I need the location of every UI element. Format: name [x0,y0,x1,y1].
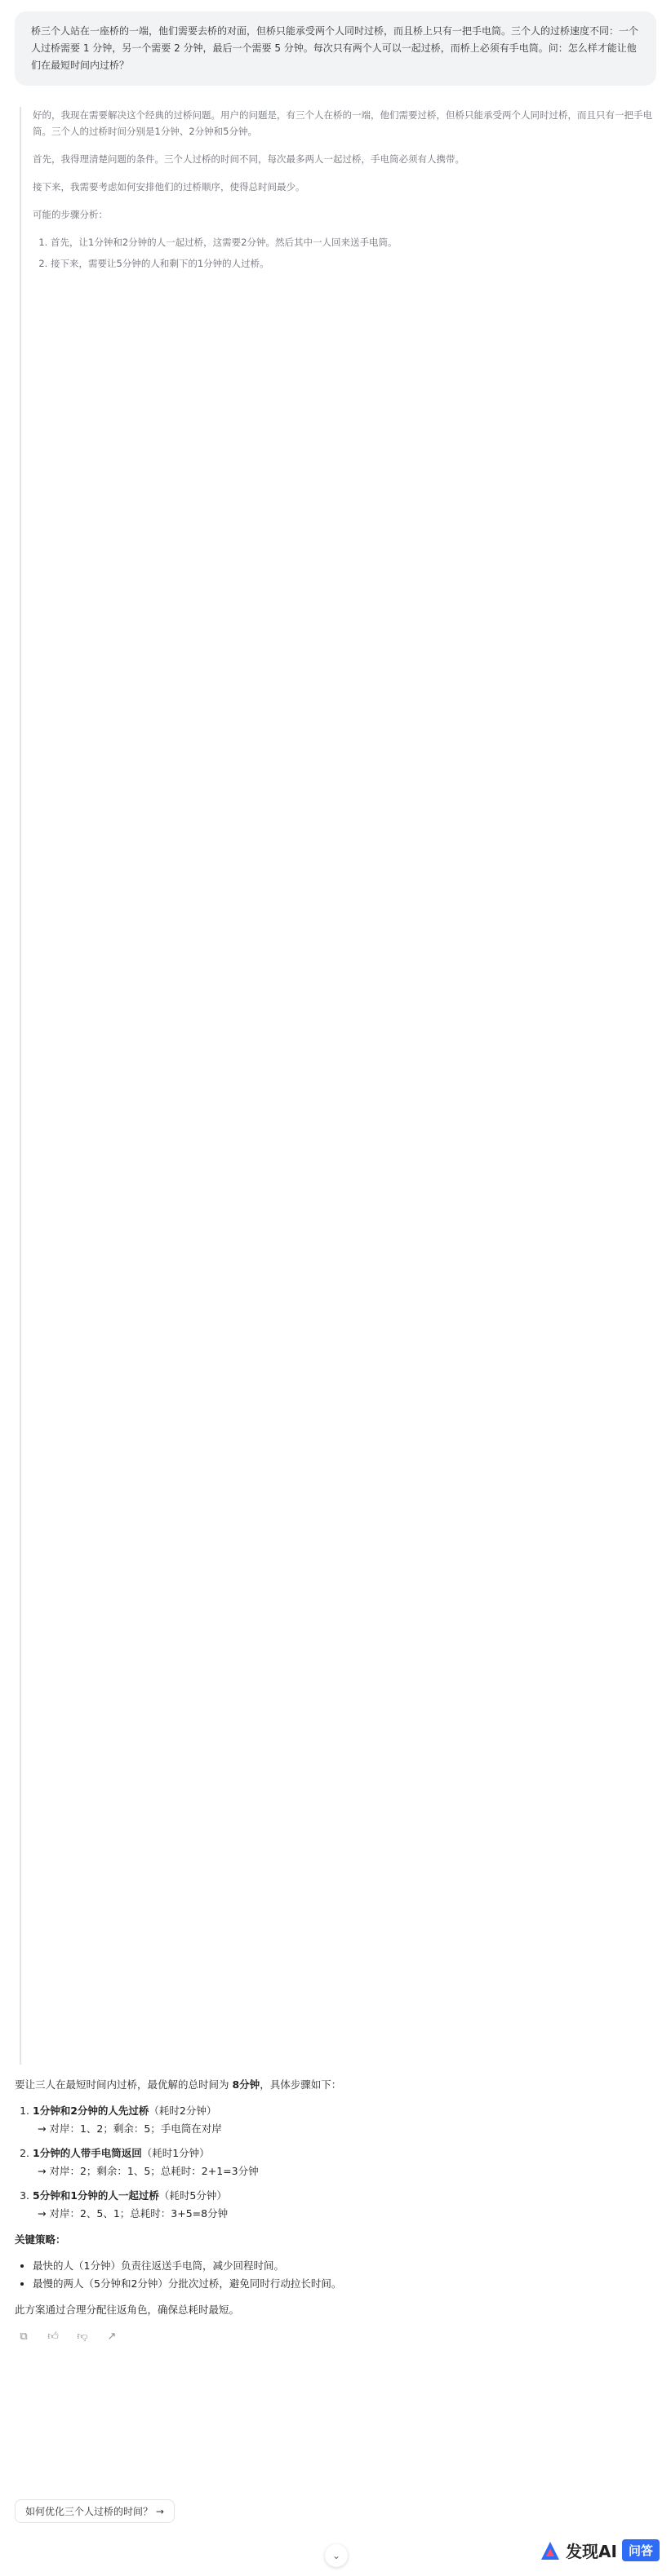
chevron-down-icon: ⌄ [331,2550,341,2561]
suggested-question[interactable] [15,2499,175,2523]
thumbs-up-icon[interactable]: 👍︎ [47,2330,59,2343]
answer-step [33,2144,655,2180]
brand-logo-icon [540,2540,561,2561]
answer-step-title: 1分钟和2分钟的人先过桥 [33,2105,149,2117]
copy-icon[interactable]: ⧉ [20,2330,28,2343]
thinking-paragraph: 可能的步骤分析： [33,209,108,220]
key-strategy-title-text: 关键策略： [15,2233,66,2246]
thinking-list-item: 2. 接下来，需要让5分钟的人和剩下的1分钟的人过桥。 [51,255,655,272]
answer-step-title: 1分钟的人带手电筒返回 [33,2147,142,2159]
answer-step-title: 5分钟和1分钟的人一起过桥 [33,2189,159,2202]
message-actions [16,2329,671,2344]
thinking-paragraph: 好的，我现在需要解决这个经典的过桥问题。用户的问题是，有三个人在桥的一端，他们需要过桥，但桥只能承受两个人同时过桥，而且只有一把手电筒。三个人的过桥时间分别是1分钟、2分钟和5分钟。 [33,109,652,137]
scroll-down-button[interactable] [325,2544,348,2567]
arrow-right-icon: → [155,2506,164,2517]
share-icon[interactable]: ↗ [107,2330,117,2343]
key-strategy-title [15,2231,655,2249]
thinking-list-item: 1. 首先，让1分钟和2分钟的人一起过桥，这需要2分钟。然后其中一人回来送手电筒。 [51,234,655,250]
answer-closing: 此方案通过合理分配往返角色，确保总耗时最短。 [15,2304,240,2316]
thumbs-down-icon[interactable]: 👎︎ [77,2330,88,2343]
answer-step-time: （耗时2分钟） [149,2105,217,2117]
answer-step-detail: → 对岸：2；剩余：1、5；总耗时：2+1=3分钟 [38,2165,259,2177]
thinking-paragraph: 首先，我得理清楚问题的条件。三个人过桥的时间不同，每次最多两人一起过桥，手电筒必须有人携带。 [33,153,464,165]
brand-tag: 问答 [622,2539,660,2561]
answer-step-time: （耗时5分钟） [158,2189,227,2202]
suggested-question-text: 如何优化三个人过桥的时间？ [25,2506,153,2517]
answer-step [33,2102,655,2138]
brand-name: 发现AI [566,2542,617,2561]
key-strategy-item: • 最慢的两人（5分钟和2分钟）分批次过桥，避免同时行动拉长时间。 [33,2275,655,2293]
final-answer [15,2076,655,2319]
thinking-list [33,234,655,272]
answer-intro-tail: ，具体步骤如下： [260,2078,342,2091]
answer-steps [15,2102,655,2223]
key-strategy-item: • 最快的人（1分钟）负责往返送手电筒，减少回程时间。 [33,2257,655,2275]
brand-watermark [540,2538,660,2562]
answer-step-time: （耗时1分钟） [141,2147,210,2159]
user-question-bubble: 桥三个人站在一座桥的一端，他们需要去桥的对面，但桥只能承受两个人同时过桥，而且桥上只有一把手电筒。三个人的过桥速度不同：一个人过桥需要 1 分钟，另一个需要 2 分钟，最后一个需要 5 分钟。每次只有两个人可以一起过桥，而桥上必须有手电筒。问：怎么样才能让他们在最短时间内过桥？ [15,11,656,86]
answer-step-detail: → 对岸：2、5、1；总耗时：3+5=8分钟 [38,2207,229,2220]
answer-step [33,2187,655,2223]
key-strategy-list [15,2257,655,2293]
thinking-paragraph: 接下来，我需要考虑如何安排他们的过桥顺序，使得总时间最少。 [33,181,305,193]
answer-intro-text: 要让三人在最短时间内过桥，最优解的总时间为 [15,2078,233,2091]
thinking-process [20,107,655,2065]
answer-step-detail: → 对岸：1、2；剩余：5；手电筒在对岸 [38,2122,222,2135]
answer-intro-total: 8分钟 [232,2078,260,2091]
answer-intro [15,2076,655,2094]
